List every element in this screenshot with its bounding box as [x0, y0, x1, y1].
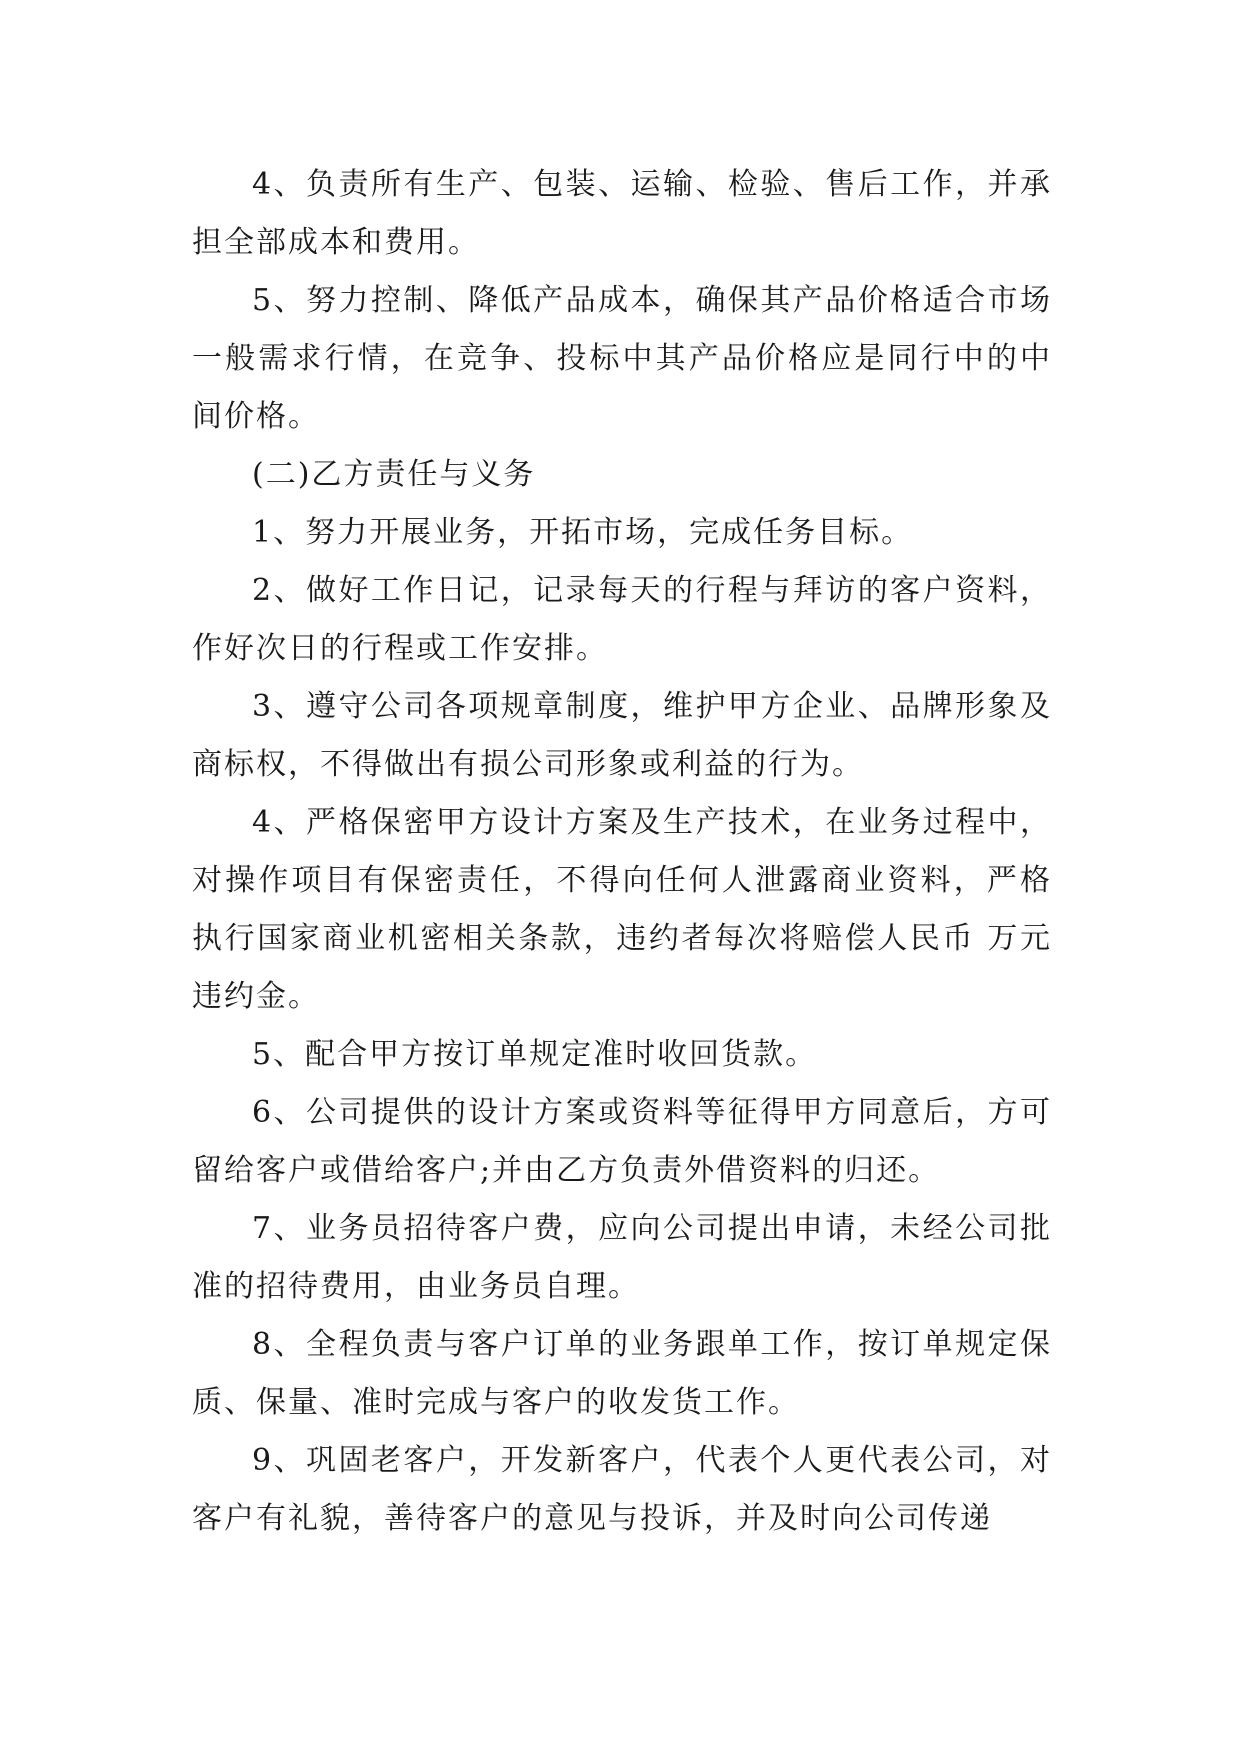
section-heading-party-b: (二)乙方责任与义务 — [252, 457, 536, 492]
paragraph-item-5: 5、配合甲方按订单规定准时收回货款。 — [252, 1037, 818, 1072]
paragraph-item-3: 3、遵守公司各项规章制度，维护甲方企业、品牌形象及商标权，不得做出有损公司形象或利益的行为。 — [192, 689, 1052, 782]
paragraph-item-7: 7、业务员招待客户费，应向公司提出申请，未经公司批准的招待费用，由业务员自理。 — [192, 1211, 1052, 1304]
paragraph-item-4: 4、严格保密甲方设计方案及生产技术，在业务过程中，对操作项目有保密责任，不得向任何人泄露商业资料，严格执行国家商业机密相关条款，违约者每次将赔偿人民币 万元违约金。 — [192, 805, 1052, 1014]
paragraph-item-9: 9、巩固老客户，开发新客户，代表个人更代表公司，对客户有礼貌，善待客户的意见与投诉，并及时向公司传递 — [192, 1443, 1052, 1536]
paragraph-item-1: 1、努力开展业务，开拓市场，完成任务目标。 — [252, 515, 914, 550]
paragraph-item-2: 2、做好工作日记，记录每天的行程与拜访的客户资料，作好次日的行程或工作安排。 — [192, 573, 1052, 666]
paragraph-item-6: 6、公司提供的设计方案或资料等征得甲方同意后，方可留给客户或借给客户;并由乙方负责外借资料的归还。 — [192, 1095, 1052, 1188]
paragraph-item-4-party-a: 4、负责所有生产、包装、运输、检验、售后工作，并承担全部成本和费用。 — [192, 167, 1052, 260]
document-body — [192, 156, 1052, 1548]
paragraph-item-5-party-a: 5、努力控制、降低产品成本，确保其产品价格适合市场一般需求行情，在竞争、投标中其产品价格应是同行中的中间价格。 — [192, 283, 1052, 434]
paragraph-item-8: 8、全程负责与客户订单的业务跟单工作，按订单规定保质、保量、准时完成与客户的收发货工作。 — [192, 1327, 1052, 1420]
